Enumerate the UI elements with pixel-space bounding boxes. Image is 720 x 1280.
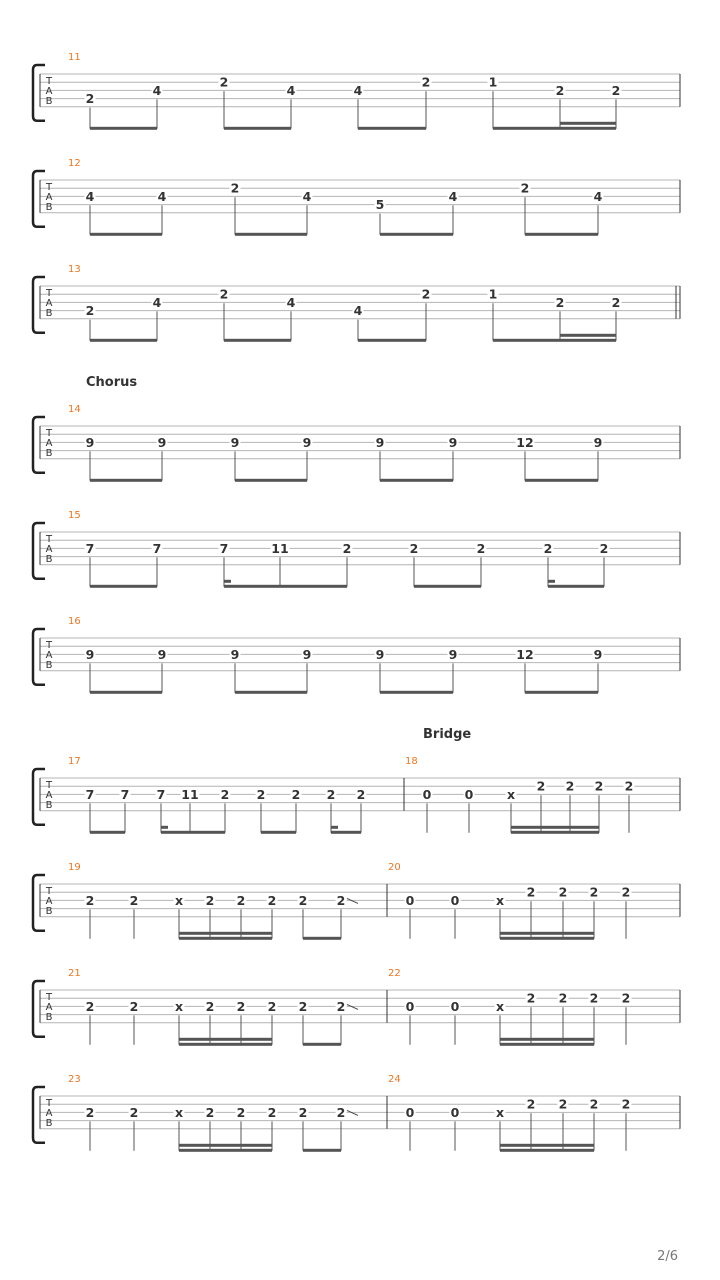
tab-system — [33, 616, 680, 694]
fret-number: 2 — [85, 998, 95, 1014]
staff-bracket — [33, 1087, 45, 1143]
fret-number: 2 — [230, 180, 240, 196]
beam — [358, 339, 426, 342]
secondary-beam — [179, 1038, 272, 1041]
fret-number: 2 — [129, 892, 139, 908]
tab-clef-letter: A — [45, 896, 53, 907]
fret-number: 2 — [624, 778, 634, 794]
beam — [90, 831, 125, 834]
measure-number: 22 — [388, 968, 401, 979]
secondary-beam — [179, 1144, 272, 1147]
tab-clef-letter: A — [45, 1108, 53, 1119]
beam — [380, 233, 453, 236]
beam — [90, 585, 157, 588]
tab-clef-letter: T — [45, 886, 53, 897]
tab-clef-letter: B — [45, 1012, 53, 1023]
fret-number: 4 — [448, 188, 458, 204]
tab-clef-letter: T — [45, 76, 53, 87]
tab-clef-letter: T — [45, 534, 53, 545]
fret-number: 2 — [558, 884, 568, 900]
staff-bracket — [33, 277, 45, 333]
tab-clef-letter: A — [45, 1002, 53, 1013]
beam — [90, 127, 157, 130]
fret-number: 2 — [526, 1096, 536, 1112]
tab-system — [33, 158, 680, 236]
tab-clef-letter: A — [45, 544, 53, 555]
beam — [161, 831, 225, 834]
fret-number: 2 — [236, 892, 246, 908]
fret-number: 2 — [298, 998, 308, 1014]
fret-number: 9 — [85, 434, 95, 450]
beam — [235, 479, 307, 482]
fret-number: 2 — [555, 82, 565, 98]
beam-stub — [331, 826, 338, 829]
beam — [380, 691, 453, 694]
fret-number: 4 — [157, 188, 167, 204]
tab-system — [33, 375, 680, 482]
beam — [261, 831, 296, 834]
fret-number: 2 — [594, 778, 604, 794]
fret-number: 2 — [555, 294, 565, 310]
fret-number: 2 — [543, 540, 553, 556]
fret-number: 2 — [205, 1104, 215, 1120]
fret-number: 7 — [156, 786, 166, 802]
fret-number: 0 — [450, 998, 460, 1014]
tab-clef-letter: A — [45, 298, 53, 309]
beam — [380, 479, 453, 482]
fret-number: 7 — [219, 540, 229, 556]
fret-number: 7 — [85, 786, 95, 802]
fret-number: 9 — [85, 646, 95, 662]
fret-number: 11 — [181, 786, 199, 802]
tab-clef-letter: B — [45, 660, 53, 671]
fret-number: 2 — [219, 74, 229, 90]
fret-number: 9 — [302, 646, 312, 662]
beam — [90, 339, 157, 342]
fret-number: 2 — [129, 998, 139, 1014]
fret-number: 2 — [236, 998, 246, 1014]
fret-number: 2 — [326, 786, 336, 802]
fret-number: 2 — [256, 786, 266, 802]
tab-clef-letter: B — [45, 96, 53, 107]
fret-number: 2 — [611, 82, 621, 98]
measure-number: 20 — [388, 862, 401, 873]
beam — [224, 339, 291, 342]
tab-clef-letter: B — [45, 554, 53, 565]
tab-system — [33, 510, 680, 588]
fret-number: 9 — [593, 646, 603, 662]
dead-note: x — [495, 892, 505, 908]
fret-number: 2 — [291, 786, 301, 802]
beam — [493, 127, 616, 130]
fret-number: 1 — [488, 74, 498, 90]
fret-number: 9 — [448, 434, 458, 450]
fret-number: 2 — [621, 884, 631, 900]
beam — [525, 479, 598, 482]
fret-number: 2 — [336, 998, 346, 1014]
beam-stub — [548, 580, 555, 583]
tab-clef-letter: A — [45, 650, 53, 661]
dead-note: x — [495, 998, 505, 1014]
beam — [331, 831, 361, 834]
tab-clef-letter: B — [45, 448, 53, 459]
fret-number: 5 — [375, 197, 385, 213]
measure-number: 12 — [68, 158, 81, 169]
fret-number: 2 — [526, 990, 536, 1006]
fret-number: 2 — [611, 294, 621, 310]
measure-number: 16 — [68, 616, 81, 627]
measure-number: 11 — [68, 52, 81, 63]
fret-number: 2 — [267, 998, 277, 1014]
fret-number: 4 — [286, 82, 296, 98]
beam — [500, 1149, 594, 1152]
tab-clef-letter: T — [45, 428, 53, 439]
fret-number: 2 — [409, 540, 419, 556]
fret-number: 4 — [152, 82, 162, 98]
beam-stub — [224, 580, 231, 583]
fret-number: 2 — [219, 286, 229, 302]
fret-number: 0 — [405, 1104, 415, 1120]
fret-number: 4 — [353, 82, 363, 98]
staff-bracket — [33, 769, 45, 825]
secondary-beam — [560, 122, 616, 125]
beam — [235, 691, 307, 694]
fret-number: 11 — [271, 540, 289, 556]
fret-number: 0 — [405, 892, 415, 908]
fret-number: 2 — [536, 778, 546, 794]
beam — [90, 233, 162, 236]
fret-number: 2 — [599, 540, 609, 556]
tab-clef-letter: T — [45, 1098, 53, 1109]
fret-number: 2 — [267, 892, 277, 908]
fret-number: 2 — [85, 1104, 95, 1120]
fret-number: 12 — [516, 434, 534, 450]
fret-number: 0 — [450, 892, 460, 908]
fret-number: 1 — [488, 286, 498, 302]
fret-number: 2 — [621, 1096, 631, 1112]
tab-system — [33, 968, 680, 1046]
tab-clef-letter: T — [45, 640, 53, 651]
staff-bracket — [33, 629, 45, 685]
fret-number: 2 — [129, 1104, 139, 1120]
staff-bracket — [33, 417, 45, 473]
fret-number: 2 — [236, 1104, 246, 1120]
beam — [493, 339, 616, 342]
tab-clef-letter: B — [45, 906, 53, 917]
staff-bracket — [33, 523, 45, 579]
fret-number: 9 — [448, 646, 458, 662]
tab-clef-letter: A — [45, 192, 53, 203]
staff-bracket — [33, 65, 45, 121]
fret-number: 0 — [464, 786, 474, 802]
fret-number: 9 — [375, 646, 385, 662]
fret-number: 4 — [152, 294, 162, 310]
fret-number: 0 — [450, 1104, 460, 1120]
fret-number: 4 — [593, 188, 603, 204]
fret-number: 2 — [621, 990, 631, 1006]
dead-note: x — [506, 786, 516, 802]
beam — [224, 585, 347, 588]
fret-number: 4 — [353, 303, 363, 319]
beam — [500, 937, 594, 940]
staff-bracket — [33, 981, 45, 1037]
fret-number: 4 — [302, 188, 312, 204]
fret-number: 2 — [267, 1104, 277, 1120]
tab-clef-letter: A — [45, 438, 53, 449]
page-number: 2/6 — [657, 1249, 678, 1264]
tab-system — [33, 264, 680, 342]
fret-number: 12 — [516, 646, 534, 662]
beam — [179, 1149, 272, 1152]
fret-number: 9 — [157, 434, 167, 450]
fret-number: 2 — [565, 778, 575, 794]
fret-number: 2 — [558, 1096, 568, 1112]
beam-stub — [161, 826, 168, 829]
beam — [525, 691, 598, 694]
fret-number: 2 — [589, 1096, 599, 1112]
fret-number: 2 — [520, 180, 530, 196]
tab-clef-letter: T — [45, 288, 53, 299]
fret-number: 2 — [85, 91, 95, 107]
fret-number: 7 — [152, 540, 162, 556]
secondary-beam — [511, 826, 599, 829]
fret-number: 9 — [375, 434, 385, 450]
tab-clef-letter: B — [45, 202, 53, 213]
tab-system — [33, 52, 680, 130]
secondary-beam — [560, 334, 616, 337]
beam — [414, 585, 481, 588]
tab-clef-letter: T — [45, 992, 53, 1003]
fret-number: 7 — [120, 786, 130, 802]
fret-number: 2 — [558, 990, 568, 1006]
fret-number: 2 — [205, 998, 215, 1014]
tab-system — [33, 1074, 680, 1152]
beam — [235, 233, 307, 236]
fret-number: 2 — [85, 303, 95, 319]
fret-number: 2 — [336, 1104, 346, 1120]
beam — [179, 1043, 272, 1046]
measure-number: 14 — [68, 404, 81, 415]
fret-number: 7 — [85, 540, 95, 556]
fret-number: 2 — [342, 540, 352, 556]
section-label: Bridge — [423, 727, 472, 742]
tab-system — [33, 727, 680, 834]
fret-number: 2 — [205, 892, 215, 908]
measure-number: 21 — [68, 968, 81, 979]
fret-number: 9 — [157, 646, 167, 662]
fret-number: 2 — [356, 786, 366, 802]
measure-number: 24 — [388, 1074, 401, 1085]
beam — [511, 831, 599, 834]
tab-clef-letter: T — [45, 182, 53, 193]
measure-number: 13 — [68, 264, 81, 275]
tab-clef-letter: B — [45, 1118, 53, 1129]
beam — [525, 233, 598, 236]
tab-clef-letter: A — [45, 86, 53, 97]
secondary-beam — [500, 932, 594, 935]
beam — [90, 691, 162, 694]
fret-number: 9 — [593, 434, 603, 450]
measure-number: 19 — [68, 862, 81, 873]
dead-note: x — [495, 1104, 505, 1120]
secondary-beam — [500, 1144, 594, 1147]
beam — [303, 937, 341, 940]
fret-number: 2 — [85, 892, 95, 908]
beam — [179, 937, 272, 940]
fret-number: 9 — [230, 434, 240, 450]
section-label: Chorus — [86, 375, 138, 390]
measure-number: 18 — [405, 756, 418, 767]
beam — [358, 127, 426, 130]
fret-number: 4 — [85, 188, 95, 204]
secondary-beam — [500, 1038, 594, 1041]
measure-number: 17 — [68, 756, 81, 767]
fret-number: 9 — [302, 434, 312, 450]
fret-number: 0 — [422, 786, 432, 802]
fret-number: 0 — [405, 998, 415, 1014]
beam — [500, 1043, 594, 1046]
fret-number: 2 — [526, 884, 536, 900]
measure-number: 23 — [68, 1074, 81, 1085]
fret-number: 2 — [421, 286, 431, 302]
dead-note: x — [174, 998, 184, 1014]
measure-number: 15 — [68, 510, 81, 521]
beam — [90, 479, 162, 482]
secondary-beam — [179, 932, 272, 935]
dead-note: x — [174, 1104, 184, 1120]
fret-number: 2 — [589, 990, 599, 1006]
beam — [224, 127, 291, 130]
fret-number: 2 — [336, 892, 346, 908]
beam — [548, 585, 604, 588]
fret-number: 4 — [286, 294, 296, 310]
fret-number: 2 — [298, 892, 308, 908]
fret-number: 2 — [220, 786, 230, 802]
fret-number: 2 — [298, 1104, 308, 1120]
fret-number: 9 — [230, 646, 240, 662]
tab-system — [33, 862, 680, 940]
tab-clef-letter: T — [45, 780, 53, 791]
tab-clef-letter: B — [45, 800, 53, 811]
tab-clef-letter: A — [45, 790, 53, 801]
tab-clef-letter: B — [45, 308, 53, 319]
fret-number: 2 — [421, 74, 431, 90]
fret-number: 2 — [589, 884, 599, 900]
staff-bracket — [33, 875, 45, 931]
staff-bracket — [33, 171, 45, 227]
beam — [303, 1043, 341, 1046]
dead-note: x — [174, 892, 184, 908]
fret-number: 2 — [476, 540, 486, 556]
beam — [303, 1149, 341, 1152]
